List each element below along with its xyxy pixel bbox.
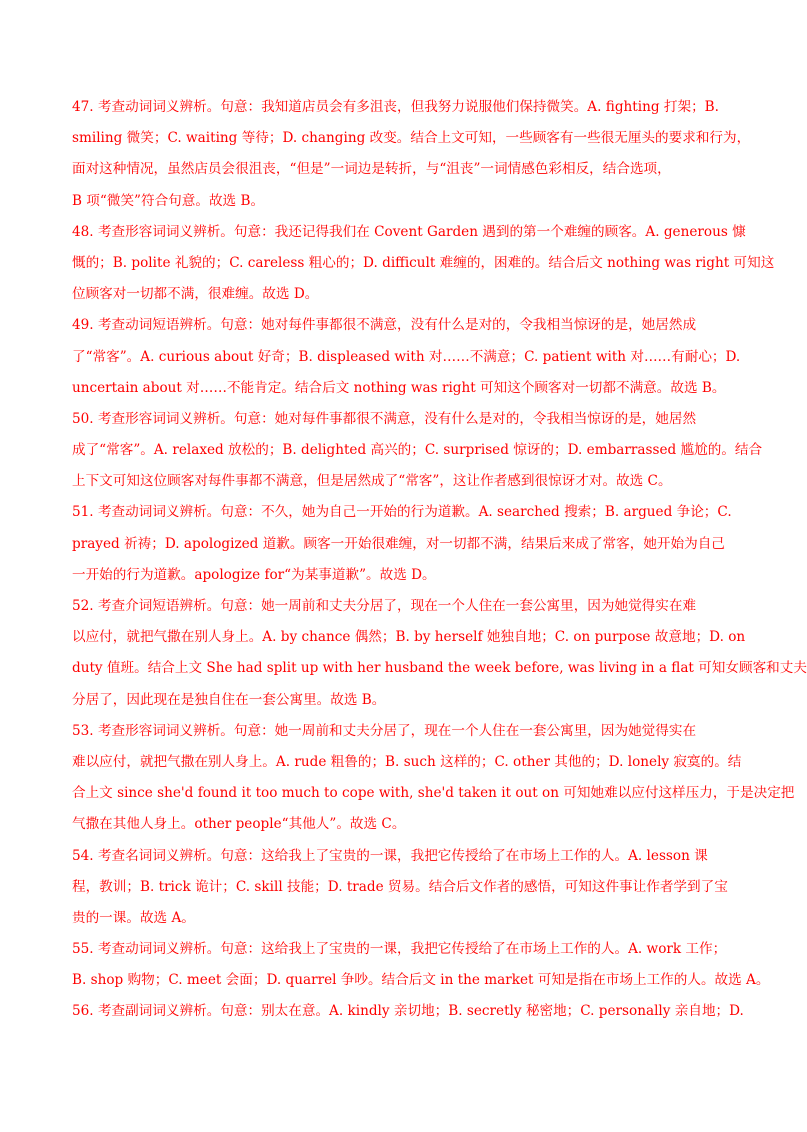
text-line: 位顾客对一切都不满，很难缠。故选 D。 (72, 286, 319, 303)
text-line: 48. 考查形容词词义辨析。句意：我还记得我们在 Covent Garden 遇到的第一个难缠的顾客。A. generous 慷 (72, 223, 746, 240)
text-line: prayed 祈祷；D. apologized 道歉。顾客一开始很难缠，对一切都不满，结果后来成了常客，她开始为自己 (72, 535, 725, 552)
text-line: 53. 考查形容词词义辨析。句意：她一周前和丈夫分居了，现在一个人住在一套公寓里，因为她觉得实在 (72, 722, 697, 739)
text-line: 成了“常客”。A. relaxed 放松的；B. delighted 高兴的；C. surprised 惊讶的；D. embarrassed 尴尬的。结合 (72, 442, 763, 459)
text-line: 51. 考查动词词义辨析。句意：不久，她为自己一开始的行为道歉。A. searched 搜索；B. argued 争论；C. (72, 504, 732, 521)
text-line: 气撒在其他人身上。other people“其他人”。故选 C。 (72, 816, 406, 833)
text-line: 贵的一课。故选 A。 (72, 909, 195, 926)
text-line: uncertain about 对……不能肯定。结合后文 nothing was right 可知这个顾客对一切都不满意。故选 B。 (72, 379, 726, 396)
text-line: 49. 考查动词短语辨析。句意：她对每件事都很不满意，没有什么是对的，令我相当惊讶的是，她居然成 (72, 317, 697, 334)
text-line: B. shop 购物；C. meet 会面；D. quarrel 争吵。结合后文 in the market 可知是指在市场上工作的人。故选 A。 (72, 972, 770, 989)
text-line: smiling 微笑；C. waiting 等待；D. changing 改变。结合上文可知，一些顾客有一些很无厘头的要求和行为， (72, 130, 751, 147)
text-line: 54. 考查名词词义辨析。句意：这给我上了宝贵的一课，我把它传授给了在市场上工作的人。A. lesson 课 (72, 847, 708, 864)
text-line: 55. 考查动词词义辨析。句意：这给我上了宝贵的一课，我把它传授给了在市场上工作的人。A. work 工作； (72, 941, 727, 958)
text-line: 56. 考查副词词义辨析。句意：别太在意。A. kindly 亲切地；B. secretly 秘密地；C. personally 亲自地；D. (72, 1003, 744, 1020)
text-line: 50. 考查形容词词义辨析。句意：她对每件事都很不满意，没有什么是对的，令我相当惊讶的是，她居然 (72, 410, 697, 427)
text-line: 面对这种情况，虽然店员会很沮丧，“但是”一词边是转折，与“沮丧”一词情感色彩相反，结合选项， (72, 161, 671, 178)
text-line: 程，教训；B. trick 诡计；C. skill 技能；D. trade 贸易。结合后文作者的感悟，可知这件事让作者学到了宝 (72, 878, 728, 895)
text-line: 慨的；B. polite 礼貌的；C. careless 粗心的；D. difficult 难缠的，困难的。结合后文 nothing was right 可知这 (72, 254, 775, 271)
text-line: duty 值班。结合上文 She had split up with her husband the week before, was living in a flat 可知女顾客和丈夫 (72, 660, 807, 677)
text-line: 以应付，就把气撒在别人身上。A. by chance 偶然；B. by herself 她独自地；C. on purpose 故意地；D. on (72, 629, 746, 646)
text-line: 难以应付，就把气撒在别人身上。A. rude 粗鲁的；B. such 这样的；C. other 其他的；D. lonely 寂寞的。结 (72, 753, 742, 770)
text-line: 一开始的行为道歉。apologize for“为某事道歉”。故选 D。 (72, 566, 436, 583)
text-line: 分居了，因此现在是独自住在一套公寓里。故选 B。 (72, 691, 386, 708)
text-line: 47. 考查动词词义辨析。句意：我知道店员会有多沮丧，但我努力说服他们保持微笑。A. fighting 打架；B. (72, 99, 719, 115)
text-line: 合上文 since she'd found it too much to cope with, she'd taken it out on 可知她难以应付这样压力，于是决定把 (72, 785, 795, 802)
text-line: 了“常客”。A. curious about 好奇；B. displeased with 对……不满意；C. patient with 对……有耐心；D. (72, 348, 741, 365)
text-line: B 项“微笑”符合句意。故选 B。 (72, 192, 265, 209)
text-line: 上下文可知这位顾客对每件事都不满意，但是居然成了“常客”，这让作者感到很惊讶才对。故选 C。 (72, 473, 672, 490)
answer-explanations (72, 92, 807, 1028)
text-line: 52. 考查介词短语辨析。句意：她一周前和丈夫分居了，现在一个人住在一套公寓里，因为她觉得实在难 (72, 598, 697, 614)
